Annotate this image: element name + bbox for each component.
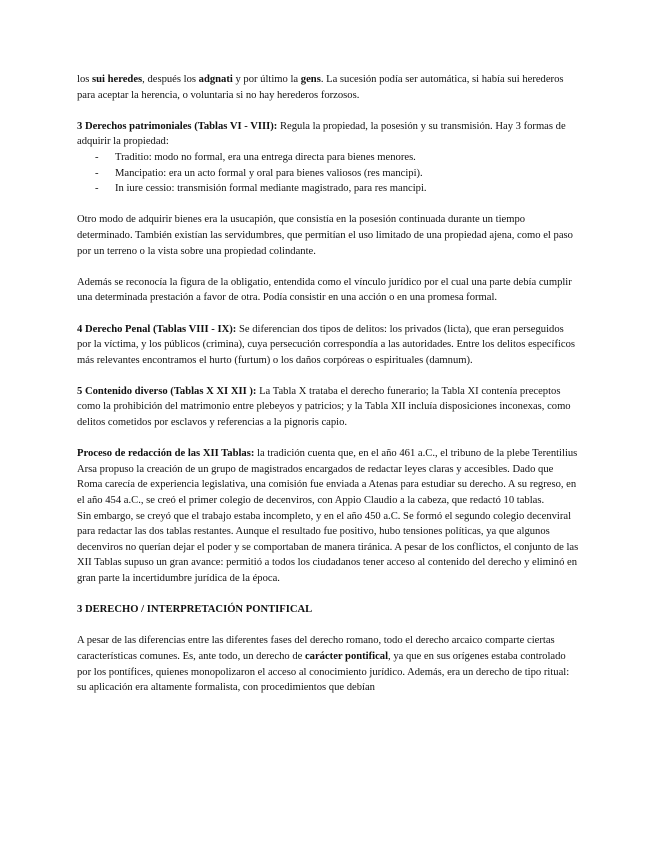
paragraph-succession <box>77 72 579 103</box>
paragraph-usucapion: Otro modo de adquirir bienes era la usucapión, que consistía en la posesión continuada durante un tiempo determinado. También existían las servidumbres, que permitían el uso limitado de una propiedad ajena, como el paso por un terreno o la vista sobre una propiedad colindante. <box>77 214 573 257</box>
list-item: - Mancipatio: era un acto formal y oral para bienes valiosos (res mancipi). <box>95 166 579 182</box>
list-item: - In iure cessio: transmisión formal mediante magistrado, para res mancipi. <box>95 181 579 197</box>
section-text: La Tabla X trataba el derecho funerario; la Tabla XI contenía preceptos como la prohibición del matrimonio entre plebeyos y patricios; y la Tabla XII incluía disposiciones inconexas, como delitos cometidos por esclavos y referencias a la pignoris capio. <box>77 385 571 429</box>
section-heading: Proceso de redacción de las XII Tablas: <box>77 448 255 460</box>
bold-term-sui-heredes: sui heredes <box>92 74 143 85</box>
document-page <box>77 72 579 696</box>
text: . La sucesión podía ser automática, si había sui herederos para aceptar la herencia, o voluntaria si no hay herederos forzosos. <box>77 74 564 101</box>
section-contenido-diverso <box>77 384 579 431</box>
section-heading: 5 Contenido diverso (Tablas X XI XII ): <box>77 385 257 397</box>
bold-term-adgnati: adgnati <box>198 74 233 85</box>
paragraph-proceso-continuation: Sin embargo, se creyó que el trabajo estaba incompleto, y en el año 450 a.C. Se formó el segundo colegio decenviral para redactar las dos tablas restantes. Aunque el resultado fue positivo, hubo tensiones políticas, ya que algunos decenviros no querían dejar el poder y se comportaban de manera tiránica. A pesar de los conflictos, el conjunto de las XII Tablas supuso un gran avance: permitió a todos los ciudadanos tener acceso al contenido del derecho y eliminó en gran parte la incertidumbre jurídica de la época. <box>77 510 579 584</box>
bold-term-gens: gens <box>300 74 321 85</box>
section-proceso-redaccion <box>77 446 579 508</box>
bold-term-caracter-pontifical: carácter pontifical <box>304 650 389 662</box>
section-derecho-penal <box>77 322 579 369</box>
section-heading-interpretacion-pontifical: 3 DERECHO / INTERPRETACIÓN PONTIFICAL <box>77 604 313 616</box>
text: los <box>77 74 93 85</box>
acquisition-list <box>77 150 579 197</box>
text: A pesar de las diferencias entre las diferentes fases del derecho romano, todo el derecho arcaico comparte ciertas características comunes. Es, ante todo, un derecho de <box>77 635 555 662</box>
list-item: - Traditio: modo no formal, era una entrega directa para bienes menores. <box>95 150 579 166</box>
text: , después los <box>142 74 199 85</box>
paragraph-caracter-pontifical <box>77 633 579 695</box>
section-derechos-patrimoniales <box>77 119 579 150</box>
section-text: Regula la propiedad, la posesión y su transmisión. Hay 3 formas de adquirir la propiedad: <box>77 120 566 148</box>
section-text: Se diferencian dos tipos de delitos: los privados (licta), que eran perseguidos por la víctima, y los públicos (crimina), cuya persecución correspondía a las autoridades. Entre los delitos específicos más relevantes encontramos el hurto (furtum) o los daños corpóreas o espirituales (damnum). <box>77 323 576 366</box>
section-heading: 4 Derecho Penal (Tablas VIII - IX): <box>77 323 237 335</box>
section-text: la tradición cuenta que, en el año 461 a.C., el tribuno de la plebe Terentilius Arsa propuso la creación de un grupo de magistrados encargados de redactar leyes claras y accesibles. Dado que Roma carecía de experiencia legislativa, una comisión fue enviada a Atenas para estudiar su derecho. A su regreso, en el año 454 a.C., se creó el primer colegio de decenviros, con Appio Claudio a la cabeza, que redactó 10 tablas. <box>77 448 578 507</box>
text: y por último la <box>232 74 301 85</box>
text: , ya que en sus orígenes estaba controlado por los pontífices, quienes monopolizaron el acceso al conocimiento jurídico. Además, era un derecho de tipo ritual: su aplicación era altamente formalista, con procedimientos que debían <box>77 650 570 694</box>
section-heading: 3 Derechos patrimoniales (Tablas VI - VIII): <box>77 120 278 132</box>
paragraph-obligatio: Además se reconocía la figura de la obligatio, entendida como el vínculo jurídico por el cual una parte debía cumplir una determinada prestación a favor de otra. Podía consistir en una acción o en una promesa formal. <box>77 276 572 304</box>
